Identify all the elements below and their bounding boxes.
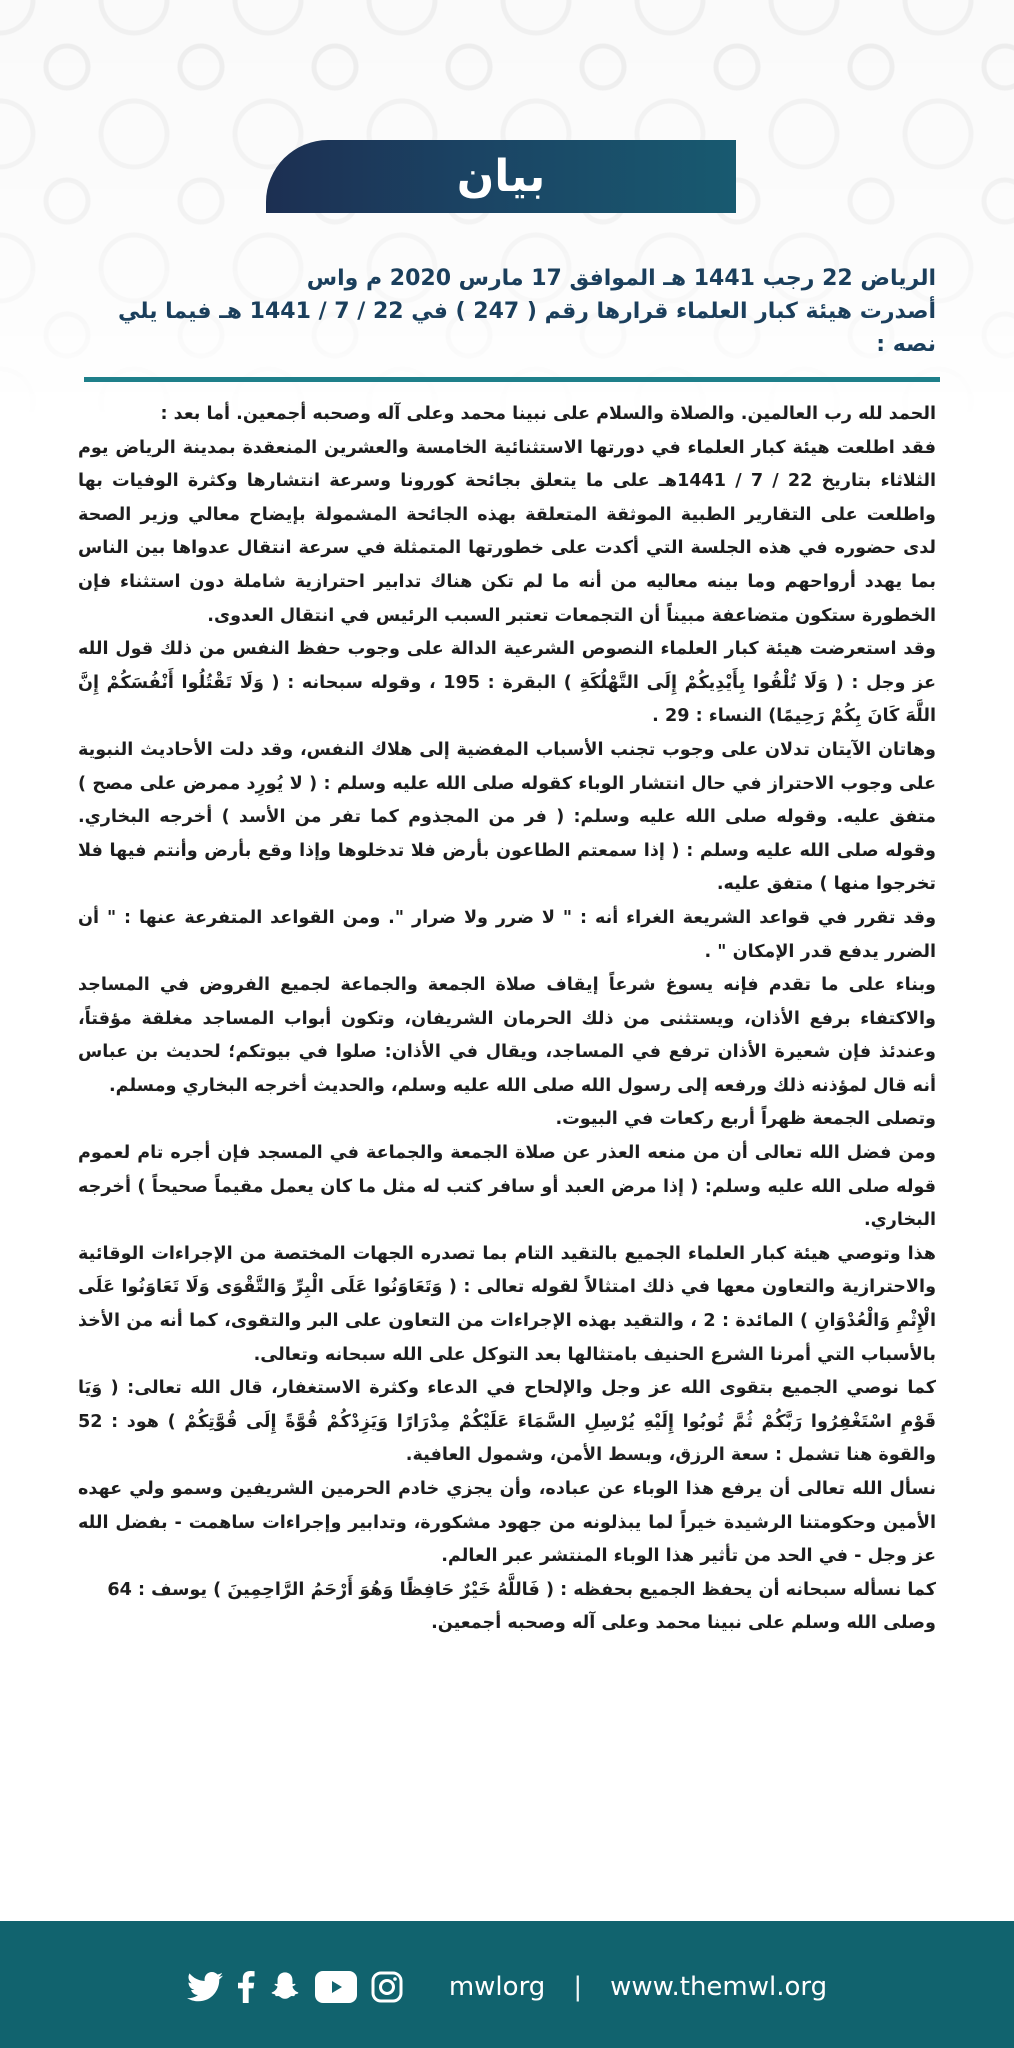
header-dateline: الرياض 22 رجب 1441 هـ الموافق 17 مارس 2020 م واس bbox=[306, 266, 936, 291]
paragraph: وصلى الله وسلم على نبينا محمد وعلى آله وصحبه أجمعين. bbox=[431, 1613, 936, 1634]
paragraph: وقد استعرضت هيئة كبار العلماء النصوص الشرعية الدالة على وجوب حفظ النفس من ذلك قول الله عز وجل : ( وَلَا تُلْقُوا بِأَيْدِيكُمْ إِلَى التَّهْلُكَةِ ) البقرة : 195 ، وقوله سبحانه : ( وَلَا تَقْتُلُوا أَنْفُسَكُمْ إِنَّ اللَّهَ كَانَ بِكُمْ رَحِيمًا) النساء : 29 . bbox=[78, 639, 936, 727]
footer bbox=[0, 1921, 1014, 2048]
paragraph: وبناء على ما تقدم فإنه يسوغ شرعاً إيقاف صلاة الجمعة والجماعة لجميع الفروض في المساجد والاكتفاء برفع الأذان، ويستثنى من ذلك الحرمان الشريفان، وتكون أبواب المساجد مغلقة مؤقتاً، وعندئذ فإن شعيرة الأذان ترفع في المساجد، ويقال في الأذان: صلوا في بيوتكم؛ لحديث بن عباس أنه قال لمؤذنه ذلك ورفعه إلى رسول الله صلى الله عليه وسلم، والحديث أخرجه البخاري ومسلم. bbox=[78, 975, 936, 1096]
title-banner bbox=[266, 140, 736, 213]
twitter-icon[interactable] bbox=[187, 1972, 223, 2002]
banner-title: بيان bbox=[456, 150, 546, 202]
paragraph: كما نوصي الجميع بتقوى الله عز وجل والإلحاح في الدعاء وكثرة الاستغفار، قال الله تعالى: ( وَيَا قَوْمِ اسْتَغْفِرُوا رَبَّكُمْ ثُمَّ تُوبُوا إِلَيْهِ يُرْسِلِ السَّمَاءَ عَلَيْكُمْ مِدْرَارًا وَيَزِدْكُمْ قُوَّةً إِلَى قُوَّتِكُمْ ) هود : 52 والقوة هنا تشمل : سعة الرزق، وبسط الأمن، وشمول العافية. bbox=[78, 1378, 936, 1466]
paragraph: هذا وتوصي هيئة كبار العلماء الجميع بالتقيد التام بما تصدره الجهات المختصة من الإجراءات الوقائية والاحترازية والتعاون معها في ذلك امتثالاً لقوله تعالى : ( وَتَعَاوَنُوا عَلَى الْبِرِّ وَالتَّقْوَى وَلَا تَعَاوَنُوا عَلَى الْإِثْمِ وَالْعُدْوَانِ ) المائدة : 2 ، والتقيد بهذه الإجراءات من التعاون على البر والتقوى، كما أنه من الأخذ بالأسباب التي أمرنا الشرع الحنيف بامتثالها بعد التوكل على الله سبحانه وتعالى. bbox=[78, 1243, 936, 1365]
youtube-icon[interactable] bbox=[315, 1971, 357, 2003]
paragraph: ومن فضل الله تعالى أن من منعه العذر عن صلاة الجمعة والجماعة في المسجد فإن أجره تام لعموم قوله صلى الله عليه وسلم: ( إذا مرض العبد أو سافر كتب له مثل ما كان يعمل مقيماً صحيحاً ) أخرجه البخاري. bbox=[78, 1143, 936, 1231]
website-link[interactable]: www.themwl.org bbox=[610, 1971, 828, 2002]
footer-separator: | bbox=[573, 1971, 583, 2002]
social-handle[interactable]: mwlorg bbox=[448, 1971, 546, 2002]
instagram-icon[interactable] bbox=[371, 1971, 403, 2003]
statement-header bbox=[76, 262, 936, 361]
snapchat-icon[interactable] bbox=[269, 1971, 301, 2003]
paragraph: وهاتان الآيتان تدلان على وجوب تجنب الأسباب المفضية إلى هلاك النفس، وقد دلت الأحاديث النبوية على وجوب الاحتراز في حال انتشار الوباء كقوله صلى الله عليه وسلم : ( لا يُورِد ممرض على مصح ) متفق عليه. وقوله صلى الله عليه وسلم: ( فر من المجذوم كما تفر من الأسد ) أخرجه البخاري. وقوله صلى الله عليه وسلم : ( إذا سمعتم الطاعون بأرض فلا تدخلوها وإذا وقع بأرض وأنتم فيها فلا تخرجوا منها ) متفق عليه. bbox=[78, 739, 936, 895]
paragraph: كما نسأله سبحانه أن يحفظ الجميع بحفظه : ( فَاللَّهُ خَيْرٌ حَافِظًا وَهُوَ أَرْحَمُ الرَّاحِمِينَ ) يوسف : 64 bbox=[107, 1579, 936, 1600]
header-divider bbox=[84, 377, 940, 382]
paragraph: وقد تقرر في قواعد الشريعة الغراء أنه : " لا ضرر ولا ضرار ". ومن القواعد المتفرعة عنها : " أن الضرر يدفع قدر الإمكان " . bbox=[78, 907, 936, 962]
paragraph: فقد اطلعت هيئة كبار العلماء في دورتها الاستثنائية الخامسة والعشرين المنعقدة بمدينة الرياض يوم الثلاثاء بتاريخ 22 / 7 / 1441هـ على ما يتعلق بجائحة كورونا وسرعة انتشارها وكثرة الوفيات بها واطلعت على التقارير الطبية الموثقة المتعلقة بهذه الجائحة المشمولة بإيضاح معالي وزير الصحة لدى حضوره في هذه الجلسة التي أكدت على خطورتها المتمثلة في سرعة انتقال عدواها بين الناس بما يهدد أرواحهم وما بينه معاليه من أنه ما لم تكن هناك تدابير احترازية شاملة دون استثناء فإن الخطورة ستكون متضاعفة مبيناً أن التجمعات تعتبر السبب الرئيس في انتقال العدوى. bbox=[78, 437, 936, 626]
paragraph: نسأل الله تعالى أن يرفع هذا الوباء عن عباده، وأن يجزي خادم الحرمين الشريفين وسمو ولي عهده الأمين وحكومتنا الرشيدة خيراً لما يبذلونه من جهود مشكورة، وتدابير وإجراءات ساهمت - بفضل الله عز وجل - في الحد من تأثير هذا الوباء المنتشر عبر العالم. bbox=[78, 1479, 936, 1567]
header-decision-line: أصدرت هيئة كبار العلماء قرارها رقم ( 247 ) في 22 / 7 / 1441 هـ فيما يلي نصه : bbox=[118, 299, 936, 357]
paragraph: وتصلى الجمعة ظهراً أربع ركعات في البيوت. bbox=[555, 1109, 936, 1130]
paragraph: الحمد لله رب العالمين. والصلاة والسلام على نبينا محمد وعلى آله وصحبه أجمعين. أما بعد : bbox=[160, 404, 936, 424]
statement-body bbox=[78, 398, 936, 1641]
footer-social-bar bbox=[187, 1971, 827, 2003]
facebook-icon[interactable] bbox=[237, 1971, 255, 2003]
